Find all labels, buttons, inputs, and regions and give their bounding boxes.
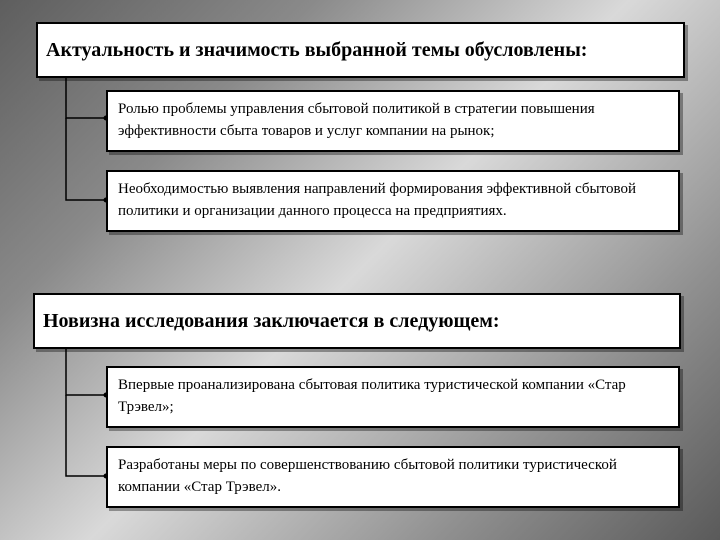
section-2-item-1-text: Впервые проанализирована сбытовая политика туристической компании «Стар Трэвел»; [118, 377, 626, 415]
connector-line-1b [66, 118, 106, 200]
section-2-header-text: Новизна исследования заключается в следующем: [43, 309, 500, 332]
section-1-item-2 [106, 170, 680, 232]
connector-line-2b [66, 395, 106, 476]
section-1-item-2-text: Необходимостью выявления направлений формирования эффективной сбытовой политики и организации данного процесса на предприятиях. [118, 181, 636, 219]
section-1-item-1-text: Ролью проблемы управления сбытовой политикой в стратегии повышения эффективности сбыта товаров и услуг компании на рынок; [118, 101, 595, 139]
section-1-header-text: Актуальность и значимость выбранной темы обусловлены: [46, 38, 588, 61]
connector-line-1a [66, 78, 106, 118]
section-2-item-2-text: Разработаны меры по совершенствованию сбытовой политики туристической компании «Стар Трэвел». [118, 457, 617, 495]
section-1-header [36, 22, 685, 78]
section-2-header [33, 293, 681, 349]
section-2-item-2 [106, 446, 680, 508]
section-2-item-1 [106, 366, 680, 428]
connector-line-2a [66, 348, 106, 395]
section-1-item-1 [106, 90, 680, 152]
